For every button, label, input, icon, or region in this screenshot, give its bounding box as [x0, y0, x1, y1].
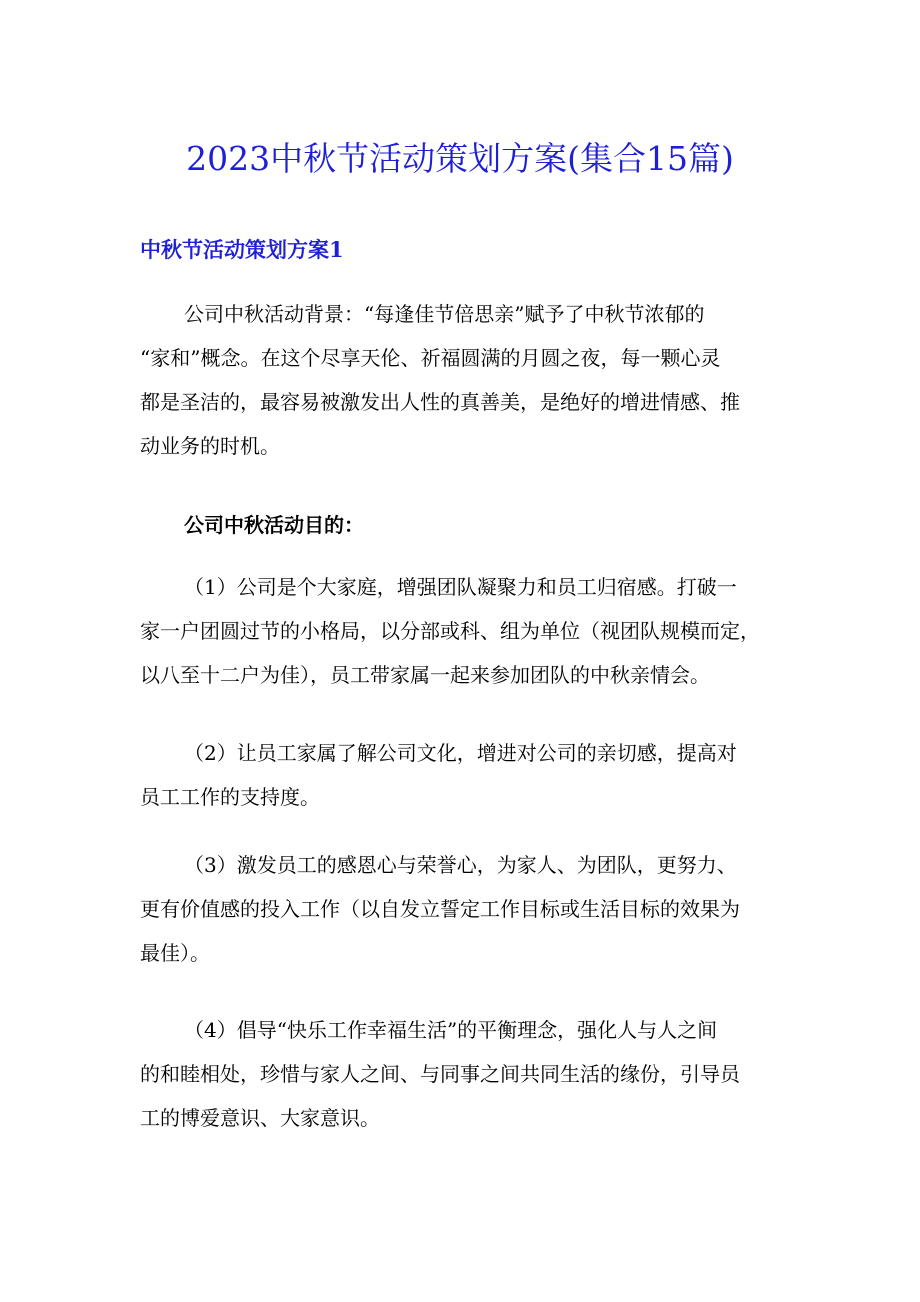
paragraph-line: （1）公司是个大家庭，增强团队凝聚力和员工归宿感。打破一: [184, 575, 737, 599]
paragraph-line: （2）让员工家属了解公司文化，增进对公司的亲切感，提高对: [184, 741, 737, 765]
paragraph-item-4: [140, 1008, 780, 1140]
paragraph-line: 家一户团圆过节的小格局，以分部或科、组为单位（视团队规模而定，: [140, 619, 760, 643]
paragraph-line: 动业务的时机。: [140, 434, 280, 458]
paragraph-line: “家和”概念。在这个尽享天伦、祈福圆满的月圆之夜，每一颗心灵: [140, 346, 721, 370]
paragraph-line: 更有价值感的投入工作（以自发立誓定工作目标或生活目标的效果为: [140, 897, 740, 921]
paragraph-line: 公司中秋活动背景：“每逢佳节倍思亲”赋予了中秋节浓郁的: [184, 302, 705, 326]
section-heading: 中秋节活动策划方案1: [140, 237, 344, 262]
paragraph-item-3: [140, 843, 780, 975]
paragraph-purpose-heading: [140, 503, 780, 547]
paragraph-line: 公司中秋活动目的：: [184, 513, 364, 537]
paragraph-line: （4）倡导“快乐工作幸福生活”的平衡理念，强化人与人之间: [184, 1018, 718, 1042]
paragraph-line: 工的博爱意识、大家意识。: [140, 1106, 380, 1130]
paragraph-line: 员工工作的支持度。: [140, 785, 320, 809]
paragraph-line: 的和睦相处，珍惜与家人之间、与同事之间共同生活的缘份，引导员: [140, 1062, 740, 1086]
paragraph-item-2: [140, 731, 780, 819]
paragraph-background: [140, 292, 780, 468]
paragraph-item-1: [140, 565, 780, 697]
document-title: 2023中秋节活动策划方案(集合15篇): [186, 139, 734, 178]
paragraph-line: 都是圣洁的，最容易被激发出人性的真善美，是绝好的增进情感、推: [140, 390, 740, 414]
paragraph-line: 以八至十二户为佳），员工带家属一起来参加团队的中秋亲情会。: [140, 663, 710, 687]
paragraph-line: （3）激发员工的感恩心与荣誉心，为家人、为团队，更努力、: [184, 853, 737, 877]
paragraph-line: 最佳）。: [140, 941, 210, 965]
